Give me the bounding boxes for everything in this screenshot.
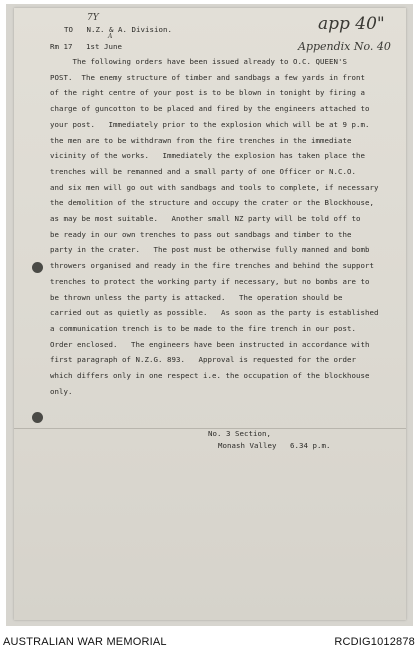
body-line: the men are to be withdrawn from the fire trenches in the immediate (50, 135, 352, 145)
punch-hole-bottom (32, 412, 43, 423)
signature-line-1: No. 3 Section, (208, 429, 271, 438)
reference-line: Rm 17 1st June (50, 42, 122, 51)
body-line: throwers organised and ready in the fire trenches and behind the support (50, 261, 374, 271)
body-line: The following orders have been issued already to O.C. QUEEN'S (50, 57, 347, 66)
body-line: be ready in our own trenches to pass out sandbags and timber to the (50, 229, 352, 239)
body-line: your post. Immediately prior to the explosion which will be at 9 p.m. (50, 119, 370, 129)
signature-line-2: Monash Valley 6.34 p.m. (218, 441, 331, 450)
app-annotation: app 40" (318, 14, 385, 34)
body-line: carried out as quietly as possible. As soon as the party is established (50, 308, 379, 318)
body-line: be thrown unless the party is attacked. The operation should be (50, 292, 343, 302)
body-line: first paragraph of N.Z.G. 893. Approval is requested for the order (50, 355, 356, 365)
body-line: a communication trench is to be made to the fire trench in our post. (50, 323, 356, 333)
body-line: and six men will go out with sandbags and tools to complete, if necessary (50, 182, 379, 192)
punch-hole-top (32, 262, 43, 273)
footer-id: RCDIG1012878 (334, 636, 415, 648)
footer-source: AUSTRALIAN WAR MEMORIAL (3, 636, 167, 648)
superscript-mark: 7Y (87, 13, 99, 23)
body-line: charge of guncotton to be placed and fired by the engineers attached to (50, 104, 370, 114)
body-line: only. (50, 386, 73, 396)
to-line: TO N.Z. & A. Division. (64, 25, 172, 34)
body-line: Order enclosed. The engineers have been instructed in accordance with (50, 339, 370, 349)
body-line: vicinity of the works. Immediately the explosion has taken place the (50, 151, 365, 161)
caret-mark: A (108, 33, 113, 40)
body-line: party in the crater. The post must be otherwise fully manned and bomb (50, 245, 370, 255)
body-line: as may be most suitable. Another small NZ party will be told off to (50, 214, 361, 223)
appendix-annotation: Appendix No. 40 (298, 40, 391, 53)
body-line: POST. The enemy structure of timber and sandbags a few yards in front (50, 72, 365, 82)
body-line: of the right centre of your post is to be blown in tonight by firing a (50, 88, 365, 98)
body-line: trenches will be remanned and a small party of one Officer or N.C.O. (50, 166, 356, 176)
body-line: the demolition of the structure and occupy the crater or the Blockhouse, (50, 198, 374, 208)
body-line: which differs only in one respect i.e. the occupation of the blockhouse (50, 371, 370, 380)
body-line: trenches to protect the working party if necessary, but no bombs are to (50, 276, 370, 286)
